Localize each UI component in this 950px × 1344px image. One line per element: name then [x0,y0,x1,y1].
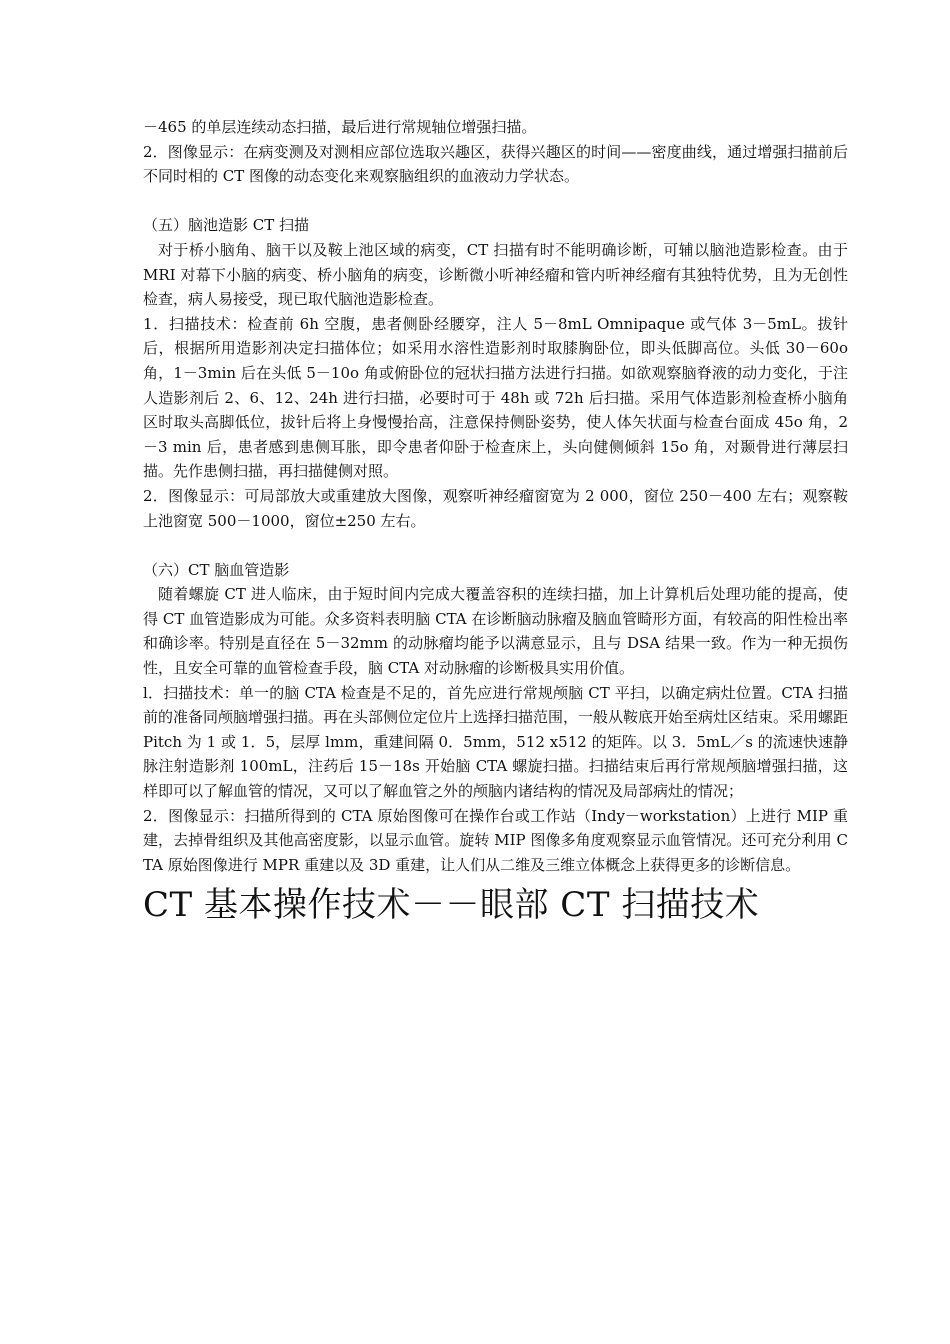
paragraph-cisternography-intro: 对于桥小脑角、脑干以及鞍上池区域的病变，CT 扫描有时不能明确诊断，可辅以脑池造影检查。由于 MRI 对幕下小脑的病变、桥小脑角的病变，诊断微小听神经瘤和管内听神经瘤有其独特优势，且为无创性检查，病人易接受，现已取代脑池造影检查。 [143,240,848,309]
paragraph-scan-technique-1: 1．扫描技术：检查前 6h 空腹，患者侧卧经腰穿，注人 5－8mL Omnipaque 或气体 3－5mL。拔针后，根据所用造影剂决定扫描体位；如采用水溶性造影剂时取膝胸卧位，即头低脚高位。头低 30－60o 角，1－3min 后在头低 5－10o 角或俯卧位的冠状扫描方法进行扫描。如欲观察脑脊液的动力变化，于注人造影剂后 2、6、12、24h 进行扫描，必要时可于 48h 或 72h 后扫描。采用气体造影剂检查桥小脑角区时取头高脚低位，拔针后将上身慢慢抬高，注意保持侧卧姿势，使人体矢状面与检查台面成 45o 角，2－3 min 后，患者感到患侧耳胀，即令患者仰卧于检查床上，头向健侧倾斜 15o 角，对颞骨进行薄层扫描。先作患侧扫描，再扫描健侧对照。 [143,314,848,481]
paragraph-scan-technique-2: l．扫描技术：单一的脑 CTA 检查是不足的，首先应进行常规颅脑 CT 平扫，以确定病灶位置。CTA 扫描前的准备同颅脑增强扫描。再在头部侧位定位片上选择扫描范围，一般从鞍底开始至病灶区结束。采用螺距 Pitch 为 1 或 1．5，层厚 lmm，重建间隔 0．5mm，512 x512 的矩阵。以 3．5mL／s 的流速快速静脉注射造影剂 100mL，注药后 15－18s 开始脑 CTA 螺旋扫描。扫描结束后再行常规颅脑增强扫描，这样即可以了解血管的情况，又可以了解血管之外的颅脑内诸结构的情况及局部病灶的情况； [143,683,849,801]
paragraph-cta-intro: 随着螺旋 CT 进人临床，由于短时间内完成大覆盖容积的连续扫描，加上计算机后处理功能的提高，使得 CT 血管造影成为可能。众多资料表明脑 CTA 在诊断脑动脉瘤及脑血管畸形方面，有较高的阳性检出率和确诊率。特别是直径在 5－32mm 的动脉瘤均能予以满意显示，且与 DSA 结果一致。作为一种无损伤性，且安全可靠的血管检查手段，脑 CTA 对动脉瘤的诊断极具实用价值。 [143,585,848,678]
blank-line [143,189,848,214]
paragraph-image-display-3: 2．图像显示：扫描所得到的 CTA 原始图像可在操作台或工作站（Indy－workstation）上进行 MIP 重建，去掉骨组织及其他高密度影，以显示血管。旋转 MIP 图像多角度观察显示血管情况。还可充分利用 CTA 原始图像进行 MPR 重建以及 3D 重建，让人们从二维及三维立体概念上获得更多的诊断信息。 [143,806,848,874]
paragraph-continuation: －465 的单层连续动态扫描，最后进行常规轴位增强扫描。 [143,118,537,136]
paragraph-image-display-1: 2．图像显示：在病变测及对测相应部位选取兴趣区，获得兴趣区的时间——密度曲线，通过增强扫描前后不同时相的 CT 图像的动态变化来观察脑组织的血液动力学状态。 [143,142,848,186]
section-heading-cisternography: （五）脑池造影 CT 扫描 [143,216,310,235]
blank-line [143,533,848,558]
paragraph-image-display-2: 2．图像显示：可局部放大或重建放大图像，观察听神经瘤窗宽为 2 000，窗位 250－400 左右；观察鞍上池窗宽 500－1000，窗位±250 左右。 [143,486,848,530]
document-page [143,115,848,931]
chapter-title: CT 基本操作技术－－眼部 CT 扫描技术 [143,885,760,926]
section-heading-cta: （六）CT 脑血管造影 [143,560,290,579]
